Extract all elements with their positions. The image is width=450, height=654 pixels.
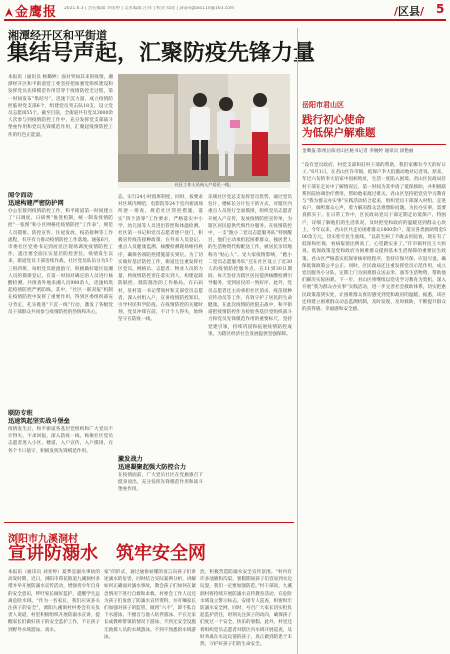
masthead-rule [4,19,446,21]
story2-col3-text: 治，积极营造防溺水安全宣传氛围。“村内有许多池塘和沟渠，暑假期间孩子们容易到水边玩耍，我们一定要加强防范。”村干部说，九溪洞村将持续开展防溺水宣传教育活动，在危险水域设立警示标志，安排专人巡查，织密织牢防溺水安全网，同时，号召广大家长切实担负起监护责任，时刻关注孩子的动向，确保孩子们度过一个安全、快乐的暑假。此外，村里还将组织党员志愿者对辖区内水域开展巡查，及时劝离在水边玩耍的孩子，真正做到防患于未然，守护好孩子们的生命安全。 [200,570,292,648]
story1-col2 [118,194,203,518]
story2-col1-text: 本报讯（通讯员 刘亚婷）夏季是溺水事故的高发时期，近日，浏阳市荷花街道九溪洞村多措并举开展防溺水宣传活动，增强青少年自身的安全意识，呼吁家长做好监护，提醒学生远离危险水域。“作为一名家长，我们应该多关注孩子的安全”，浏阳九溪洞村村委会有关负责人说道，村里积极组织开展防溺水宣讲，提醒家长们做好孩子的安全监护工作，不让孩子到野外水域游泳、戏水。 [8,570,100,633]
sidebar-rule [302,144,446,145]
story2-col2-text: 家”的形式，通过通俗易懂的语言向孩子们讲述溺水的危害，同时结合实际案例分析，讲解如何正确面对溺水事故，教会孩子们如何在紧急情况下进行自救和求救。村委会工作人员还为孩子们发放了防溺水宣传资料，并叮嘱家长们加强对孩子的监管，做到“六不”，即不私自下水游泳、不擅自与他人结伴游泳、不在无家长或教师带领的情况下游泳、不到无安全设施无救援人员的水域游泳、不到不熟悉的水域游泳。 [104,570,196,640]
page-number: 5 [436,2,445,16]
masthead [0,0,450,20]
story1-subhead3b: 迅速凝聚起强大防控合力 [118,464,187,471]
story1-subhead2b: 迅速筑起坚实战斗堡垒 [8,418,70,425]
story1-photo [118,74,290,188]
person-photo [118,74,290,188]
story1-headline: 集结号声起，汇聚防疫先锋力量 [7,41,316,66]
sidebar-byline: 金鹰报·影视岳阳君山区秘书记者 李婉婷 通讯员 徐艳丽 [302,149,414,154]
section-label: /区县/ [394,5,425,18]
story1-col2-text2: 在疫情面前，广大党员社区在党旗感召下挺身而出，充分发挥先锋模范作用和战斗堡垒作用。 [118,473,203,493]
story1-subhead1b: 迅速构建严密防护网 [8,200,64,207]
story1-col1-text2: 疫情发生后，和平街道各基层党组织和广大党员不计得失、不求回报，深入防疫一线。杨俊社区党员志愿者进入小区、楼道、入户宣传、入户摸排，在各个卡口值守，积极发挥先锋模范作用。 [8,427,113,454]
section-name: 区县 [398,5,421,18]
eagle-mark-icon [4,4,14,16]
story-divider [4,522,294,523]
sidebar-divider [297,28,298,654]
story1-subhead3: 激发战力 [118,456,143,463]
story1-intro: 本报讯（通讯员 杨璐婷）面对突如其来的疫情，湘潭经开区和平街道党工委坚持把加强党组织建设和发挥党员先锋模范作用贯穿于疫情防控全过程，第一时间发布“集结号”，迅速下沉力量，成立疫情防控临时党支部6个，组建党员突击队18支，设立党员志愿岗55个。截至目前，全街道共有党员3000余人次参与到疫情防控工作中，充分发挥党支部战斗堡垒作用和党员先锋模范作用，汇聚起疫情防控工作的红色正能量。 [8,75,113,138]
sidebar-headline-2: 为低保户解难题 [302,127,376,139]
story1-col1-text: 办公室接到疫情防控工作，和平街道第一时间建立了“日调度、日研判”推进机制，统一制发疫情防控“一张图”和小区网格化疫情防控“工作表”，规范人员摸排、防控宣传、住屋发放、疫苗接种等工作流程，有序有力推动疫情防控工作落地。通报6月，市委社区党委书记到居民区现场调度疫情防控工作，提出要全面压实基层防控责任。疫情发生以来，街道党员干部连续作战，社区党员队伍分为5个三组四班，每组党员轮流值守，积极做好辖区返湘人员的摸排登记，在第一时间对确定的人员进行核酸检测，共排查外地来湘人员900余人，迅速构筑起疫情防控严密防线。其中，“社区一联双报”机制在疫情防控中发挥了重要作用，得到区委组织部充分肯定，扎实推进“下沉一线”行动，激发了各级党员干部群众共同参与疫情防控的热情和决心。 [8,209,113,315]
issue-line: 2021.6.3 | 责任编辑 李纽婷 | 美术编辑 汪祥 | 校对 郑瑶 | jinyingbao110@163.com [64,6,235,11]
story1-kicker: 湘潭经开区和平街道 [8,29,107,42]
story1-subhead1: 闻令而动 [8,192,33,199]
sidebar-kicker: 岳阳市君山区 [302,101,344,109]
story2-kicker: 浏阳市九溪洞村 [8,534,78,545]
story1-subhead2: 联防专班 [8,410,33,417]
story1-col3-text: 乐埔社区党总支发挥党员优势，通过党员包片、楼栋长分片包干的方式，对辖区内重点人员进行全面摸排，组织党员志愿者开展入户宣传，发放疫情防控宣传单，为辖区居民提供代购代办服务。在疫情防控中，一支“跑小二党员志愿服务队”特别醒目，他们主动承担起困难群众、独居老人的生活物资代购配送工作，被居民亲切地称为“贴心人”。受大家疫情影响，“跑小二党员志愿服务队”还在社区设立了近30人的疫情防控服务点，在11到30日期间，每天坚持为辖区居民提供核酸检测引导服务，受到居民的一致好评。此外，党员志愿者还主动承担社区消杀、疫苗接种宣传动员等工作，有效守护了居民的生命健康。在此次疫情防控阻击战中，和平街道把疫情防控作为检验各基层党组织战斗力和党员先锋模范作用的重要标尺，坚持党建引领，持续巩固和拓展疫情防控成果，为辖区经济社会发展提供坚强保障。 [208,195,292,337]
story1-col2-text: 态，实行24小时值班制度，同时，按要求对区域内网吧、电影院等24个室内密闭场所逐一排查，规范社区管控措施，落实“四个清零”工作要求，严格落实中小学、幼儿园等人员进出管控和体温检测。社区第一书记和党员志愿者逐户登门，积极宣传疫苗接种政策，在外来人员登记、重点人员健康监测、核酸检测现场维持秩序，确保各项防控措施落实到位。为了切实做好基层防控工作，街道还注重发挥社区党员、网格员、志愿者、物业人员的力量，将疫情防控责任落实到人，构建起联防联控、群防群治的工作格局。在石码村，驻村第一书记带领村和支部党员志愿者，深入村组入户，宣讲疫情防控知识，引导村民科学防疫。在疫情防控的关键时刻，党员冲锋在前，不计个人得失，始终坚守在防疫一线。 [118,195,203,323]
logo-text: 金鹰报 [15,4,58,20]
paper-logo [4,2,57,18]
story2-headline: 宣讲防溺水 筑牢安全网 [8,543,206,564]
photo-caption: 社区工作人员向入户居民一线。 [118,182,290,188]
sidebar-text: “没有党员政府、村党支部和驻村干部的帮助，我们家哪有今天的好日子。”6月1日，在君山区许市镇，低保户李大伯激动地对记者说。原来，年过六旬的李大伯家中因病致贫，生活一度陷入困境。君山区民政局驻村干部在走访中了解情况后，第一时间为其申请了低保救助，并积极联系医院协调治疗费用，帮助他家渡过难关。君山区坚持把党史学习教育与“我为群众办实事”实践活动结合起来，组织党员干部深入村组、走进农户，倾听群众心声，着力解决群众急难愁盼问题。为民办实事，需要真抓实干。在日常工作中，区民政局党员干部定期走访低保户、特困户，详细了解他们的生活状况，及时把党和政府的温暖送到群众心坎上。今年以来，君山区共走访困难群众1800余户，落实各类救助资金500余万元，切实兜牢民生底线。“以前生病了不敢去医院看，现在有了低保和医保，看病报销比例高了，心里踏实多了。”许市镇村民王大妈说。低保政策是党和政府为困难群众提供基本生活保障的重要民生政策。君山区严格落实低保审核审批程序，坚持应保尽保、应退尽退，确保低保政策公平公正。同时，区民政局还注重发挥党员示范作用，成立党员服务小分队，定期上门为困难群众送去米、油等生活物资，帮助他们解决实际困难。下一步，君山区将继续以党史学习教育为契机，深入开展“我为群众办实事”实践活动，进一步完善社会救助体系，切实把惠民政策落到实处，让困难群众真切感受到党和政府的温暖。据悉，该区还将建立困难群众动态监测机制，及时发现、及时救助，不断提升群众的获得感、幸福感和安全感。 [302,163,446,313]
sidebar-headline-1: 践行初心使命 [302,114,365,126]
story1-col1 [8,192,113,518]
sidebar [302,96,446,654]
